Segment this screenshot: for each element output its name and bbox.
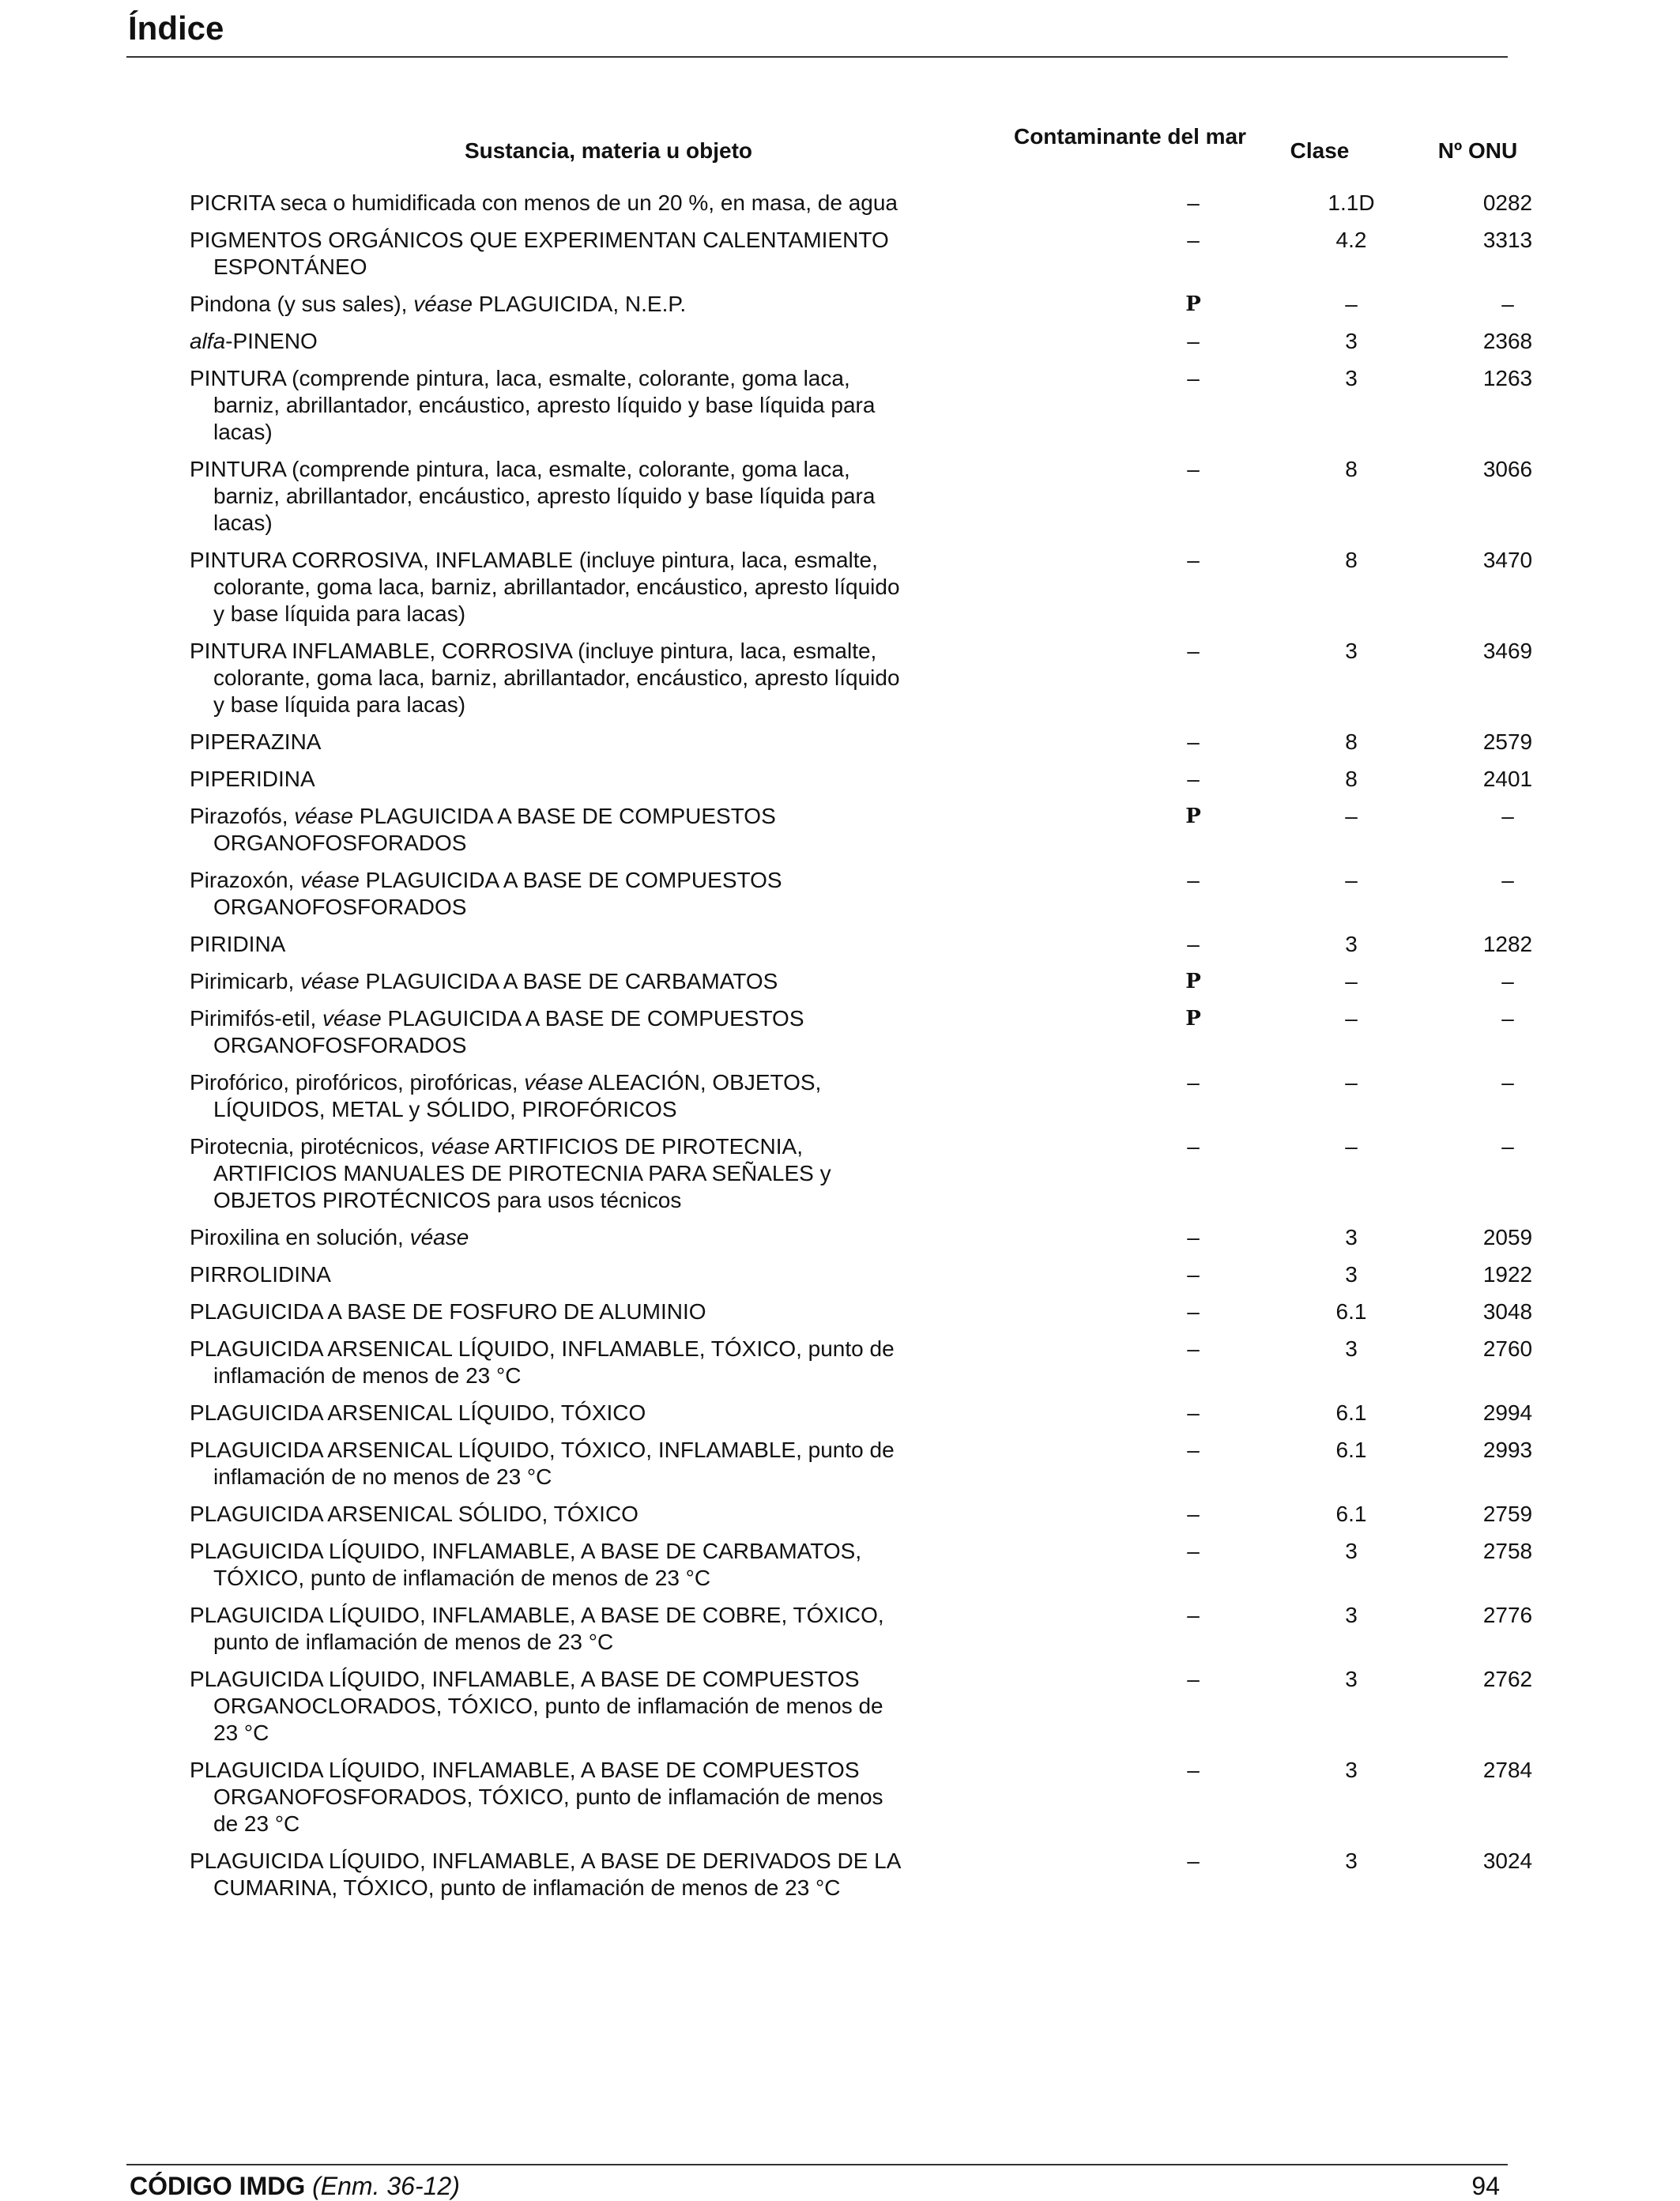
substance-name bbox=[190, 1400, 909, 1427]
marine-pollutant-cell: – bbox=[1187, 329, 1200, 353]
table-row bbox=[190, 1069, 1514, 1123]
substance-name bbox=[190, 766, 909, 793]
un-number-cell: 2993 bbox=[1482, 1438, 1533, 1462]
table-row bbox=[190, 1400, 1533, 1427]
marine-pollutant-cell: – bbox=[1187, 190, 1200, 215]
substance-name bbox=[190, 729, 909, 756]
un-number-cell: 2401 bbox=[1482, 767, 1533, 791]
class-cell: 4.2 bbox=[1335, 228, 1367, 252]
substance-name bbox=[190, 1005, 909, 1059]
substance-name-text: PINTURA CORROSIVA, INFLAMABLE (incluye pintura, laca, esmalte, colorante, goma laca, barniz, abrillantador, encáustico, apresto líquido y base líquida para lacas) bbox=[190, 548, 900, 626]
substance-name-text: PIRIDINA bbox=[190, 932, 286, 956]
substance-name bbox=[190, 227, 909, 281]
class-cell: 8 bbox=[1345, 457, 1358, 481]
class-cell: 3 bbox=[1345, 1849, 1358, 1873]
substance-name-italic: véase bbox=[300, 969, 360, 993]
footer-edition: (Enm. 36-12) bbox=[312, 2172, 460, 2200]
header-marine-pollutant: Contaminante del mar bbox=[1013, 124, 1247, 149]
table-row bbox=[190, 1848, 1533, 1901]
un-number-cell: – bbox=[1501, 292, 1514, 316]
class-cell: 3 bbox=[1345, 1262, 1358, 1287]
class-cell: – bbox=[1345, 868, 1358, 892]
un-number-cell: 3048 bbox=[1482, 1299, 1533, 1324]
un-number-cell: 2368 bbox=[1482, 329, 1533, 353]
un-number-cell: 2759 bbox=[1482, 1502, 1533, 1526]
substance-name bbox=[190, 931, 909, 958]
marine-pollutant-cell: – bbox=[1187, 1336, 1200, 1361]
substance-name-text: PLAGUICIDA ARSENICAL SÓLIDO, TÓXICO bbox=[190, 1502, 638, 1526]
class-cell: 6.1 bbox=[1335, 1438, 1367, 1462]
un-number-cell: 3469 bbox=[1482, 639, 1533, 663]
class-cell: – bbox=[1345, 804, 1358, 828]
un-number-cell: 3470 bbox=[1482, 548, 1533, 572]
substance-name bbox=[190, 1224, 909, 1251]
table-row bbox=[190, 1298, 1533, 1325]
table-row bbox=[190, 1224, 1533, 1251]
substance-name-text: PINTURA (comprende pintura, laca, esmalte, colorante, goma laca, barniz, abrillantador, encáustico, apresto líquido y base líquida para lacas) bbox=[190, 457, 876, 535]
substance-name bbox=[190, 1133, 909, 1214]
class-cell: 3 bbox=[1345, 639, 1358, 663]
substance-name bbox=[190, 1538, 909, 1592]
table-row bbox=[190, 1666, 1533, 1747]
table-header bbox=[190, 123, 1518, 179]
un-number-cell: 2762 bbox=[1482, 1667, 1533, 1691]
substance-name-italic: véase bbox=[322, 1006, 382, 1031]
substance-name bbox=[190, 1666, 909, 1747]
class-cell: 3 bbox=[1345, 1603, 1358, 1627]
substance-name-text: PLAGUICIDA LÍQUIDO, INFLAMABLE, A BASE DE COBRE, TÓXICO, punto de inflamación de menos de 23 °C bbox=[190, 1603, 884, 1654]
footer-code bbox=[130, 2172, 460, 2201]
substance-name-text: PLAGUICIDA A BASE DE FOSFURO DE ALUMINIO bbox=[190, 1299, 706, 1324]
marine-pollutant-cell: – bbox=[1187, 729, 1200, 754]
table-row bbox=[190, 803, 1514, 857]
substance-name-text: Pirazoxón, bbox=[190, 868, 301, 892]
class-cell: – bbox=[1345, 1134, 1358, 1159]
substance-name-italic: véase bbox=[300, 868, 360, 892]
footer-rule bbox=[126, 2164, 1508, 2165]
marine-pollutant-cell: – bbox=[1187, 548, 1200, 572]
substance-name bbox=[190, 291, 909, 318]
substance-name bbox=[190, 1757, 909, 1837]
substance-name-text: PLAGUICIDA LÍQUIDO, INFLAMABLE, A BASE DE COMPUESTOS ORGANOCLORADOS, TÓXICO, punto de inflamación de menos de 23 °C bbox=[190, 1667, 883, 1745]
substance-name bbox=[190, 1501, 909, 1528]
substance-name-text: PLAGUICIDA A BASE DE COMPUESTOS ORGANOFOSFORADOS bbox=[213, 1006, 804, 1057]
substance-name bbox=[190, 1069, 909, 1123]
substance-table bbox=[190, 190, 1533, 1912]
substance-name-italic: alfa bbox=[190, 329, 226, 353]
substance-name-text: Pindona (y sus sales), bbox=[190, 292, 414, 316]
marine-pollutant-cell: – bbox=[1187, 1225, 1200, 1249]
substance-name-italic: véase bbox=[294, 804, 353, 828]
substance-name bbox=[190, 1602, 909, 1656]
un-number-cell: 1922 bbox=[1482, 1262, 1533, 1287]
class-cell: 3 bbox=[1345, 366, 1358, 390]
substance-name-text: PIPERIDINA bbox=[190, 767, 315, 791]
substance-name-text: PIPERAZINA bbox=[190, 729, 322, 754]
un-number-cell: 2994 bbox=[1482, 1400, 1533, 1425]
substance-name-text: ALEACIÓN, OBJETOS, LÍQUIDOS, METAL y SÓLIDO, PIROFÓRICOS bbox=[213, 1070, 822, 1121]
table-row bbox=[190, 931, 1533, 958]
un-number-cell: 3024 bbox=[1482, 1849, 1533, 1873]
un-number-cell: 0282 bbox=[1482, 190, 1533, 215]
substance-name-text: Piroxilina en solución, bbox=[190, 1225, 410, 1249]
table-row bbox=[190, 1501, 1533, 1528]
un-number-cell: 1263 bbox=[1482, 366, 1533, 390]
substance-name-text: PLAGUICIDA LÍQUIDO, INFLAMABLE, A BASE DE COMPUESTOS ORGANOFOSFORADOS, TÓXICO, punto de inflamación de menos de 23 °C bbox=[190, 1758, 883, 1836]
substance-name-italic: véase bbox=[409, 1225, 469, 1249]
page-number: 94 bbox=[1471, 2172, 1500, 2200]
substance-name-text: PLAGUICIDA LÍQUIDO, INFLAMABLE, A BASE DE DERIVADOS DE LA CUMARINA, TÓXICO, punto de inflamación de menos de 23 °C bbox=[190, 1849, 900, 1900]
un-number-cell: – bbox=[1501, 1134, 1514, 1159]
table-row bbox=[190, 1538, 1533, 1592]
table-row bbox=[190, 867, 1514, 921]
substance-name-text: PIGMENTOS ORGÁNICOS QUE EXPERIMENTAN CALENTAMIENTO ESPONTÁNEO bbox=[190, 228, 889, 279]
substance-name bbox=[190, 1298, 909, 1325]
substance-name-text: PIRROLIDINA bbox=[190, 1262, 331, 1287]
substance-name-text: PLAGUICIDA A BASE DE COMPUESTOS ORGANOFOSFORADOS bbox=[213, 804, 776, 855]
un-number-cell: – bbox=[1501, 804, 1514, 828]
substance-name bbox=[190, 547, 909, 628]
un-number-cell: 2579 bbox=[1482, 729, 1533, 754]
marine-pollutant-cell: – bbox=[1187, 1502, 1200, 1526]
substance-name bbox=[190, 803, 909, 857]
class-cell: – bbox=[1345, 292, 1358, 316]
substance-name bbox=[190, 638, 909, 718]
table-row bbox=[190, 1602, 1533, 1656]
substance-name-italic: véase bbox=[431, 1134, 490, 1159]
marine-pollutant-cell: – bbox=[1187, 1262, 1200, 1287]
substance-name-text: Pirofórico, pirofóricos, pirofóricas, bbox=[190, 1070, 525, 1095]
substance-name-text: -PINENO bbox=[225, 329, 318, 353]
un-number-cell: – bbox=[1501, 969, 1514, 993]
header-un-number: Nº ONU bbox=[1437, 138, 1518, 163]
table-row bbox=[190, 729, 1533, 756]
class-cell: 3 bbox=[1345, 1667, 1358, 1691]
substance-name-text: PLAGUICIDA ARSENICAL LÍQUIDO, INFLAMABLE, TÓXICO, punto de inflamación de menos de 23 °C bbox=[190, 1336, 895, 1388]
page-title: Índice bbox=[128, 9, 224, 47]
marine-pollutant-cell: – bbox=[1187, 1438, 1200, 1462]
marine-pollutant-cell: – bbox=[1187, 1667, 1200, 1691]
class-cell: 3 bbox=[1345, 1758, 1358, 1782]
un-number-cell: 2784 bbox=[1482, 1758, 1533, 1782]
table-row bbox=[190, 1261, 1533, 1288]
marine-pollutant-cell: – bbox=[1187, 1400, 1200, 1425]
table-row bbox=[190, 227, 1533, 281]
substance-name bbox=[190, 456, 909, 537]
table-row bbox=[190, 968, 1514, 995]
class-cell: 6.1 bbox=[1335, 1502, 1367, 1526]
substance-name-text: PLAGUICIDA A BASE DE COMPUESTOS ORGANOFOSFORADOS bbox=[213, 868, 782, 919]
substance-name-text: Pirazofós, bbox=[190, 804, 295, 828]
footer-code-title: CÓDIGO IMDG bbox=[130, 2172, 306, 2200]
class-cell: 8 bbox=[1345, 767, 1358, 791]
un-number-cell: 2776 bbox=[1482, 1603, 1533, 1627]
substance-name-text: PINTURA (comprende pintura, laca, esmalte, colorante, goma laca, barniz, abrillantador, encáustico, apresto líquido y base líquida para lacas) bbox=[190, 366, 876, 444]
un-number-cell: 2760 bbox=[1482, 1336, 1533, 1361]
table-row bbox=[190, 1437, 1533, 1491]
substance-name bbox=[190, 1261, 909, 1288]
substance-name-italic: véase bbox=[524, 1070, 583, 1095]
un-number-cell: 2059 bbox=[1482, 1225, 1533, 1249]
substance-name-text: PLAGUICIDA ARSENICAL LÍQUIDO, TÓXICO bbox=[190, 1400, 646, 1425]
substance-name bbox=[190, 968, 909, 995]
class-cell: 6.1 bbox=[1335, 1299, 1367, 1324]
table-row bbox=[190, 638, 1533, 718]
substance-name-text: PICRITA seca o humidificada con menos de un 20 %, en masa, de agua bbox=[190, 190, 898, 215]
substance-name-italic: véase bbox=[413, 292, 473, 316]
header-class: Clase bbox=[1290, 138, 1350, 163]
marine-pollutant-cell: – bbox=[1187, 1134, 1200, 1159]
marine-pollutant-cell: – bbox=[1187, 1539, 1200, 1563]
table-row bbox=[190, 547, 1533, 628]
marine-pollutant-cell: – bbox=[1187, 868, 1200, 892]
marine-pollutant-cell: – bbox=[1187, 457, 1200, 481]
substance-name bbox=[190, 365, 909, 446]
un-number-cell: 3313 bbox=[1482, 228, 1533, 252]
class-cell: 3 bbox=[1345, 1539, 1358, 1563]
class-cell: 6.1 bbox=[1335, 1400, 1367, 1425]
substance-name-text: Pirotecnia, pirotécnicos, bbox=[190, 1134, 431, 1159]
marine-pollutant-cell: – bbox=[1187, 932, 1200, 956]
substance-name bbox=[190, 867, 909, 921]
substance-name bbox=[190, 1336, 909, 1389]
un-number-cell: 1282 bbox=[1482, 932, 1533, 956]
class-cell: 3 bbox=[1345, 1336, 1358, 1361]
un-number-cell: – bbox=[1501, 1070, 1514, 1095]
substance-name-text: PLAGUICIDA A BASE DE CARBAMATOS bbox=[359, 969, 778, 993]
class-cell: 8 bbox=[1345, 729, 1358, 754]
marine-pollutant-cell: – bbox=[1187, 366, 1200, 390]
table-row bbox=[190, 1336, 1533, 1389]
substance-name-text: PINTURA INFLAMABLE, CORROSIVA (incluye pintura, laca, esmalte, colorante, goma laca, barniz, abrillantador, encáustico, apresto líquido y base líquida para lacas) bbox=[190, 639, 900, 717]
substance-name bbox=[190, 190, 909, 217]
table-row bbox=[190, 365, 1533, 446]
substance-name-text: ARTIFICIOS DE PIROTECNIA, ARTIFICIOS MANUALES DE PIROTECNIA PARA SEÑALES y OBJETOS PIROTÉCNICOS para usos técnicos bbox=[213, 1134, 831, 1212]
table-row bbox=[190, 1133, 1514, 1214]
marine-pollutant-cell: – bbox=[1187, 767, 1200, 791]
marine-pollutant-cell: P bbox=[1185, 1007, 1201, 1031]
class-cell: 3 bbox=[1345, 932, 1358, 956]
table-row bbox=[190, 766, 1533, 793]
table-row bbox=[190, 291, 1514, 318]
substance-name-text: Pirimicarb, bbox=[190, 969, 301, 993]
class-cell: 1.1D bbox=[1328, 190, 1375, 215]
table-row bbox=[190, 1005, 1514, 1059]
substance-name-text: PLAGUICIDA ARSENICAL LÍQUIDO, TÓXICO, INFLAMABLE, punto de inflamación de no menos de 23 °C bbox=[190, 1438, 895, 1489]
class-cell: – bbox=[1345, 1070, 1358, 1095]
substance-name bbox=[190, 1437, 909, 1491]
un-number-cell: 2758 bbox=[1482, 1539, 1533, 1563]
table-row bbox=[190, 1757, 1533, 1837]
table-row bbox=[190, 456, 1533, 537]
un-number-cell: 3066 bbox=[1482, 457, 1533, 481]
marine-pollutant-cell: P bbox=[1185, 805, 1201, 828]
class-cell: 3 bbox=[1345, 1225, 1358, 1249]
substance-name bbox=[190, 1848, 909, 1901]
header-rule bbox=[126, 56, 1508, 58]
marine-pollutant-cell: P bbox=[1185, 970, 1201, 993]
marine-pollutant-cell: – bbox=[1187, 1758, 1200, 1782]
table-row bbox=[190, 190, 1533, 217]
class-cell: – bbox=[1345, 969, 1358, 993]
marine-pollutant-cell: – bbox=[1187, 1070, 1200, 1095]
substance-name-text: PLAGUICIDA LÍQUIDO, INFLAMABLE, A BASE DE CARBAMATOS, TÓXICO, punto de inflamación de menos de 23 °C bbox=[190, 1539, 862, 1590]
substance-name-text: Pirimifós-etil, bbox=[190, 1006, 323, 1031]
header-substance: Sustancia, materia u objeto bbox=[464, 138, 753, 163]
substance-name bbox=[190, 328, 909, 355]
table-row bbox=[190, 328, 1533, 355]
class-cell: – bbox=[1345, 1006, 1358, 1031]
un-number-cell: – bbox=[1501, 868, 1514, 892]
marine-pollutant-cell: – bbox=[1187, 228, 1200, 252]
marine-pollutant-cell: – bbox=[1187, 1299, 1200, 1324]
un-number-cell: – bbox=[1501, 1006, 1514, 1031]
class-cell: 3 bbox=[1345, 329, 1358, 353]
marine-pollutant-cell: P bbox=[1185, 292, 1201, 316]
marine-pollutant-cell: – bbox=[1187, 1849, 1200, 1873]
class-cell: 8 bbox=[1345, 548, 1358, 572]
marine-pollutant-cell: – bbox=[1187, 639, 1200, 663]
marine-pollutant-cell: – bbox=[1187, 1603, 1200, 1627]
substance-name-text: PLAGUICIDA, N.E.P. bbox=[472, 292, 687, 316]
